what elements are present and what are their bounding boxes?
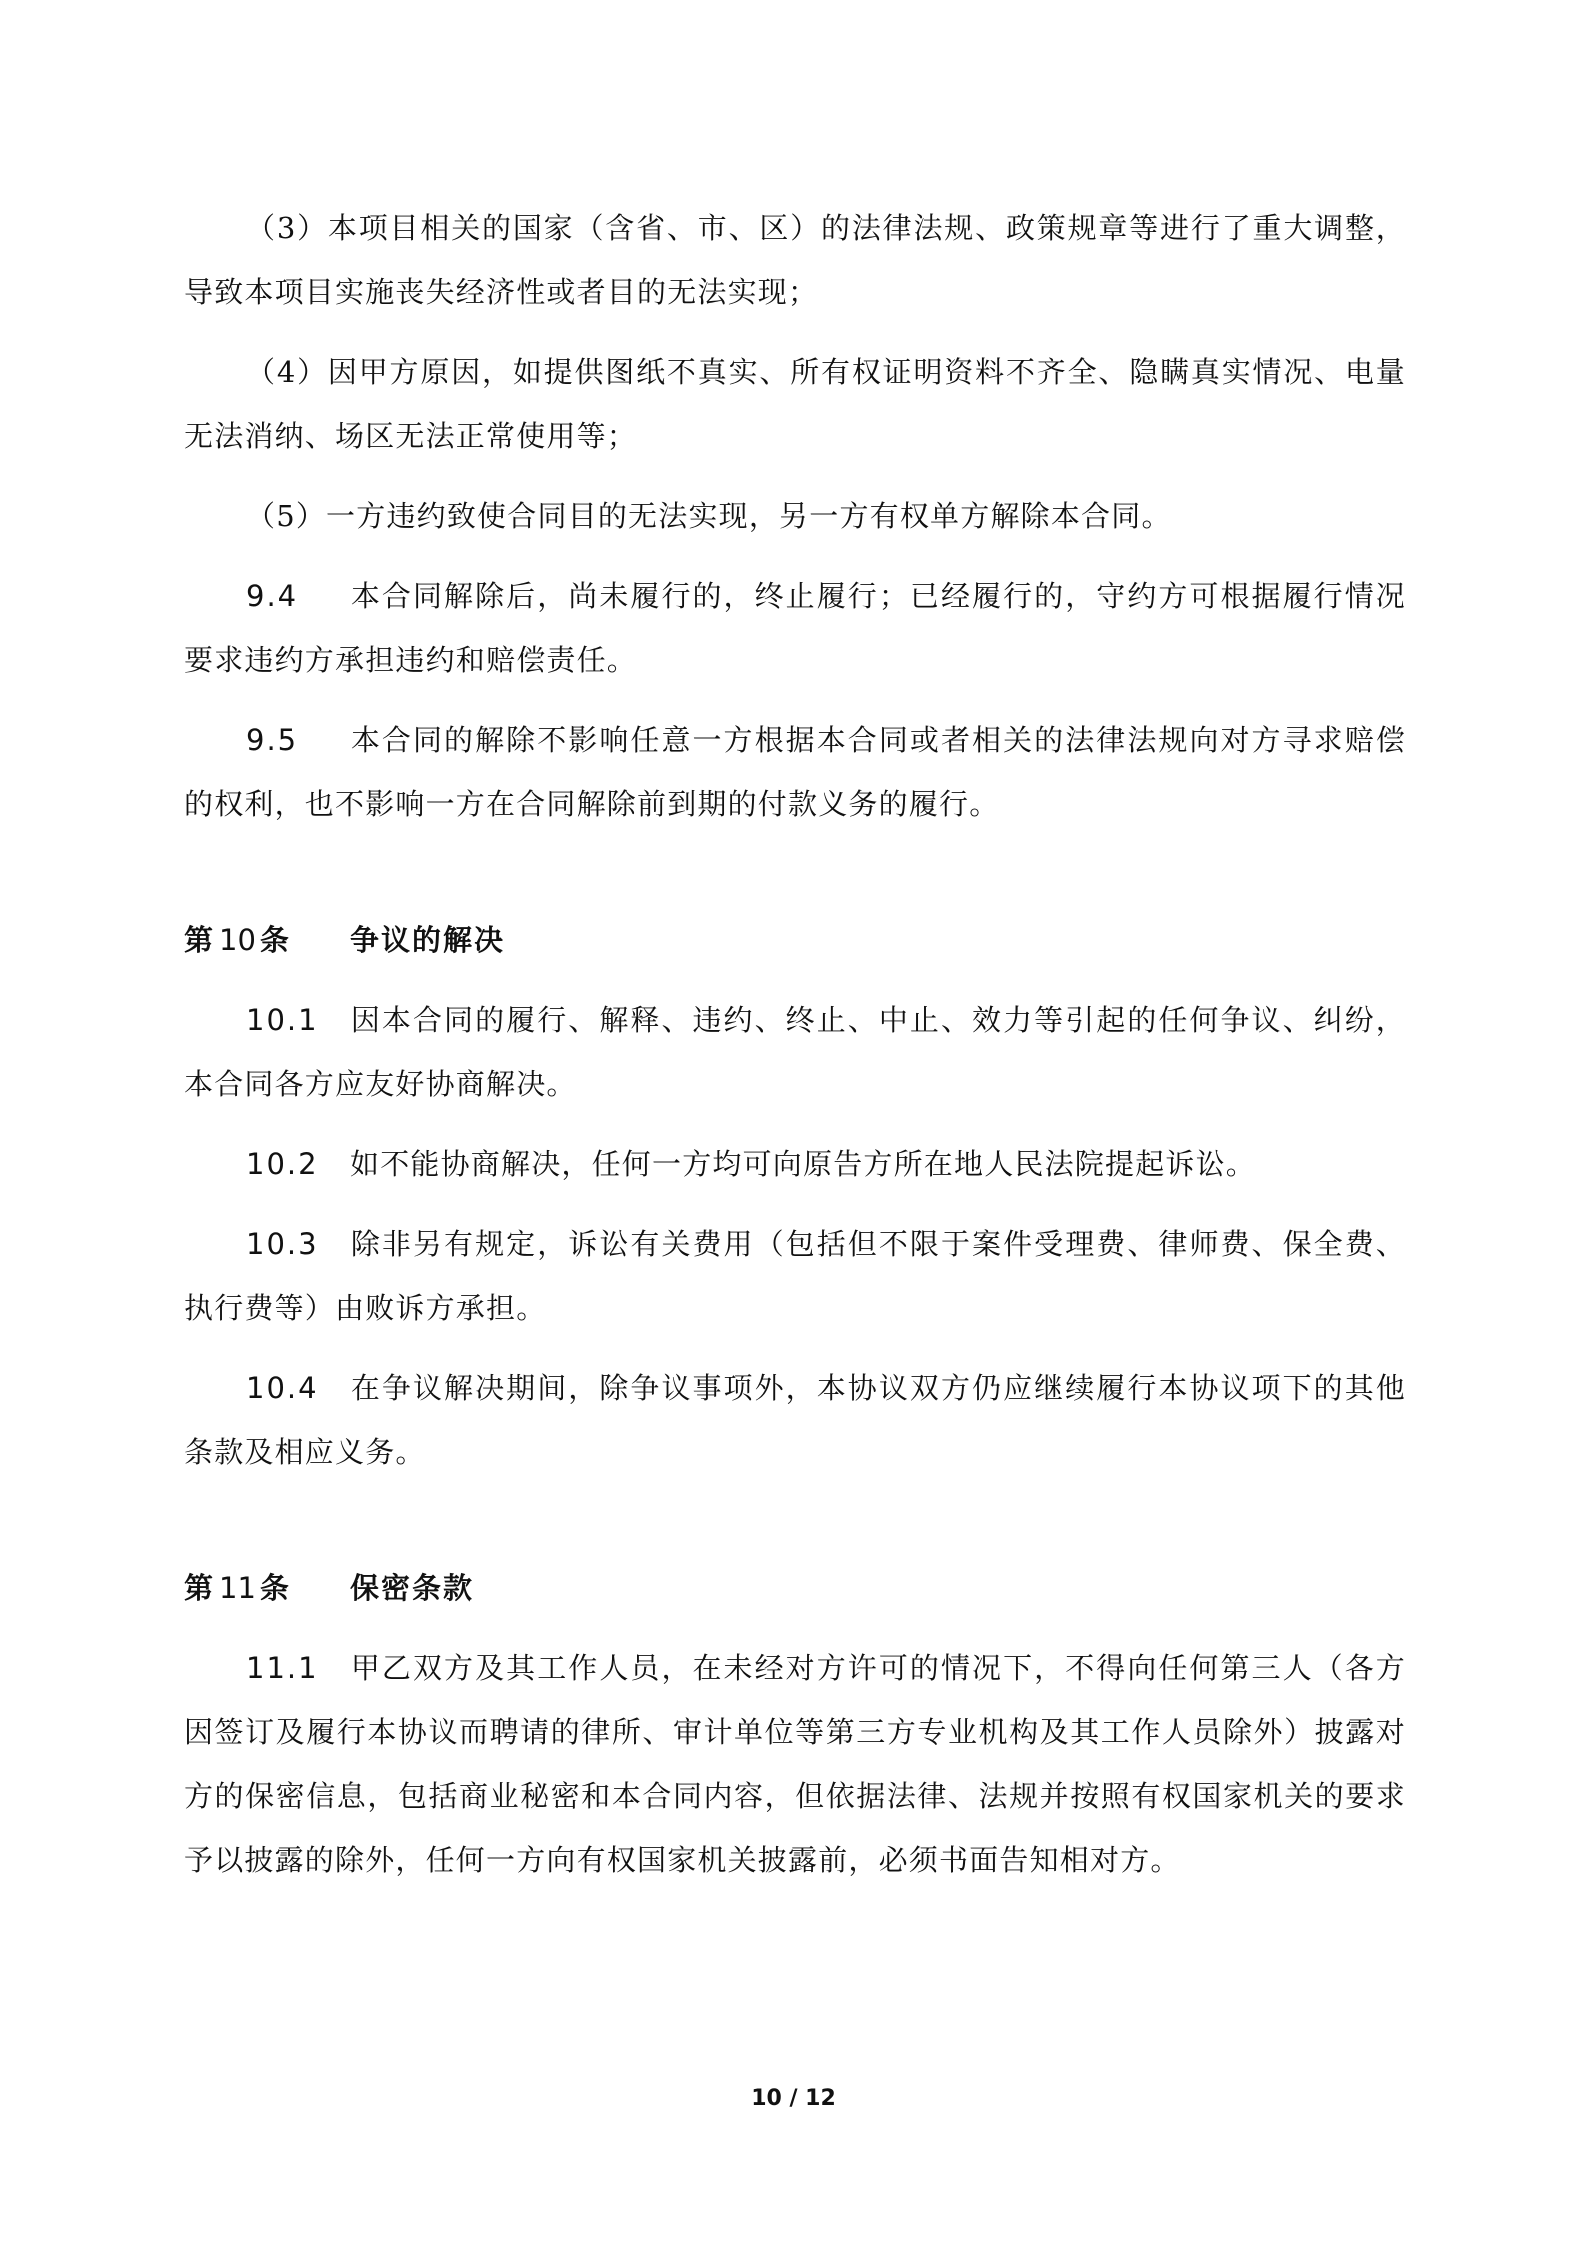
clause-text: 甲乙双方及其工作人员，在未经对方许可的情况下，不得向任何第三人（各方因签订及履行本协议而聘请的律所、审计单位等第三方专业机构及其工作人员除外）披露对方的保密信息，包括商业秘密和本合同内容，但依据法律、法规并按照有权国家机关的要求予以披露的除外，任何一方向有权国家机关披露前，必须书面告知相对方。 (184, 1651, 1406, 1877)
article-digits: 11 (219, 1571, 256, 1605)
article-suffix: 条 (259, 1571, 291, 1605)
article-prefix: 第 (184, 1571, 216, 1605)
article-number (184, 1556, 350, 1620)
clause-number: 9.4 (246, 579, 299, 613)
page-number: 10 / 12 (751, 2086, 836, 2111)
article-suffix: 条 (259, 923, 291, 957)
clause-text: 如不能协商解决，任何一方均可向原告方所在地人民法院提起诉讼。 (350, 1147, 1257, 1181)
clause-number: 10.3 (246, 1227, 319, 1261)
article-digits: 10 (219, 923, 256, 957)
clause-10-3 (184, 1212, 1406, 1340)
clause-number: 11.1 (246, 1651, 319, 1685)
clause-text: 本合同的解除不影响任意一方根据本合同或者相关的法律法规向对方寻求赔偿的权利，也不影响一方在合同解除前到期的付款义务的履行。 (184, 723, 1406, 821)
clause-9-5 (184, 708, 1406, 836)
clause-number: 10.4 (246, 1371, 319, 1405)
article-11-heading (184, 1556, 1406, 1620)
clause-number: 10.1 (246, 1003, 319, 1037)
article-10-heading (184, 908, 1406, 972)
clause-9-4 (184, 564, 1406, 692)
clause-number: 10.2 (246, 1147, 319, 1181)
clause-number: 9.5 (246, 723, 299, 757)
clause-10-2 (184, 1132, 1406, 1196)
paragraph-item-5: （5）一方违约致使合同目的无法实现，另一方有权单方解除本合同。 (246, 499, 1172, 533)
document-body (184, 196, 1406, 1908)
paragraph-item-3: （3）本项目相关的国家（含省、市、区）的法律法规、政策规章等进行了重大调整，导致本项目实施丧失经济性或者目的无法实现； (184, 211, 1406, 309)
clause-text: 除非另有规定，诉讼有关费用（包括但不限于案件受理费、律师费、保全费、执行费等）由败诉方承担。 (184, 1227, 1406, 1325)
clause-text: 本合同解除后，尚未履行的，终止履行；已经履行的，守约方可根据履行情况要求违约方承担违约和赔偿责任。 (184, 579, 1406, 677)
paragraph-item-4: （4）因甲方原因，如提供图纸不真实、所有权证明资料不齐全、隐瞒真实情况、电量无法消纳、场区无法正常使用等； (184, 355, 1406, 453)
clause-text: 因本合同的履行、解释、违约、终止、中止、效力等引起的任何争议、纠纷，本合同各方应友好协商解决。 (184, 1003, 1406, 1101)
article-title: 争议的解决 (350, 923, 506, 957)
article-number (184, 908, 350, 972)
clause-10-4 (184, 1356, 1406, 1484)
article-prefix: 第 (184, 923, 216, 957)
article-title: 保密条款 (350, 1571, 475, 1605)
clause-text: 在争议解决期间，除争议事项外，本协议双方仍应继续履行本协议项下的其他条款及相应义务。 (184, 1371, 1406, 1469)
clause-10-1 (184, 988, 1406, 1116)
clause-11-1 (184, 1636, 1406, 1892)
